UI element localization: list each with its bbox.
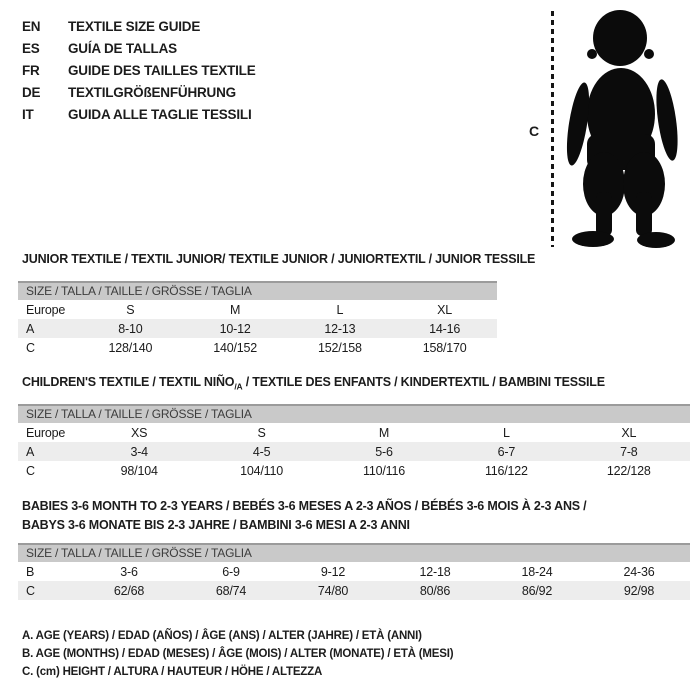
row-label: A	[26, 321, 35, 336]
language-code: EN	[22, 19, 41, 34]
cell: 8-10	[118, 321, 143, 336]
cell: 5-6	[375, 444, 393, 459]
language-row	[22, 104, 256, 126]
cell: 3-4	[130, 444, 148, 459]
language-code: FR	[22, 63, 40, 78]
language-label: TEXTILE SIZE GUIDE	[68, 19, 201, 34]
language-title-list	[22, 16, 256, 126]
row-label: C	[26, 463, 35, 478]
language-label: GUIDE DES TAILLES TEXTILE	[68, 63, 256, 78]
row-label: C	[26, 340, 35, 355]
table-row-age	[18, 319, 497, 338]
height-measure-label-c: C	[529, 123, 540, 139]
cell: 3-6	[120, 564, 138, 579]
size-header-bar: SIZE / TALLA / TAILLE / GRÖSSE / TAGLIA	[18, 404, 690, 423]
footnotes	[22, 627, 453, 681]
cell: 104/110	[240, 463, 284, 478]
cell: 140/152	[213, 340, 258, 355]
cell: L	[336, 302, 344, 317]
cell: 116/122	[484, 463, 528, 478]
cell: 14-16	[429, 321, 461, 336]
junior-section-title: JUNIOR TEXTILE / TEXTIL JUNIOR/ TEXTILE JUNIOR / JUNIORTEXTIL / JUNIOR TESSILE	[22, 252, 536, 266]
cell: 152/158	[317, 340, 362, 355]
cell: 74/80	[317, 583, 349, 598]
children-size-table	[18, 404, 690, 480]
cell: 86/92	[521, 583, 553, 598]
language-code: ES	[22, 41, 40, 56]
cell: 128/140	[108, 340, 153, 355]
cell: 6-7	[497, 444, 516, 459]
cell: L	[503, 425, 510, 440]
language-label: GUIDA ALLE TAGLIE TESSILI	[68, 107, 252, 122]
cell: 12-18	[419, 564, 451, 579]
language-row	[22, 60, 256, 82]
cell: XL	[621, 425, 637, 440]
cell: M	[230, 302, 241, 317]
cell: 110/116	[363, 463, 405, 478]
cell: 158/170	[422, 340, 467, 355]
row-label: A	[26, 444, 35, 459]
children-title-sub: /A	[234, 381, 243, 392]
cell: XS	[131, 425, 148, 440]
table-row-height	[18, 461, 690, 480]
language-row	[22, 16, 256, 38]
cell: M	[378, 425, 390, 440]
cell: S	[126, 302, 135, 317]
footnote-b: B. AGE (MONTHS) / EDAD (MESES) / ÂGE (MOIS) / ALTER (MONATE) / ETÀ (MESI)	[22, 648, 454, 660]
junior-size-table	[18, 281, 497, 357]
cell: 9-12	[320, 564, 346, 579]
cell: 18-24	[521, 564, 553, 579]
language-row	[22, 82, 256, 104]
table-row-height	[18, 338, 497, 357]
language-label: GUÍA DE TALLAS	[68, 41, 177, 56]
cell: 10-12	[219, 321, 251, 336]
row-label: Europe	[26, 425, 66, 440]
cell: S	[257, 425, 266, 440]
cell: 6-9	[222, 564, 240, 579]
cell: 4-5	[252, 444, 271, 459]
table-row-age-months	[18, 562, 690, 581]
language-code: DE	[22, 85, 41, 100]
row-label: Europe	[26, 302, 66, 317]
size-header-bar: SIZE / TALLA / TAILLE / GRÖSSE / TAGLIA	[18, 543, 690, 562]
language-row	[22, 38, 256, 60]
babies-title-line-1: BABIES 3-6 MONTH TO 2-3 YEARS / BEBÉS 3-6 MESES A 2-3 AÑOS / BÉBÉS 3-6 MOIS À 2-3 ANS /	[22, 499, 587, 513]
footnote-c: C. (cm) HEIGHT / ALTURA / HAUTEUR / HÖHE / ALTEZZA	[22, 666, 323, 678]
table-row-age	[18, 442, 690, 461]
cell: 24-36	[623, 564, 655, 579]
row-label: B	[26, 564, 35, 579]
children-section-title	[22, 373, 605, 397]
cell: 68/74	[215, 583, 247, 598]
children-title-suffix: / TEXTILE DES ENFANTS / KINDERTEXTIL / BAMBINI TESSILE	[242, 375, 605, 389]
cell: 92/98	[623, 583, 655, 598]
babies-size-table	[18, 543, 690, 600]
footnote-a: A. AGE (YEARS) / EDAD (AÑOS) / ÂGE (ANS) / ALTER (JAHRE) / ETÀ (ANNI)	[22, 630, 422, 642]
toddler-silhouette-icon	[563, 8, 691, 248]
babies-title-line-2: BABYS 3-6 MONATE BIS 2-3 JAHRE / BAMBINI 3-6 MESI A 2-3 ANNI	[22, 518, 410, 532]
language-code: IT	[22, 107, 34, 122]
cell: 122/128	[606, 463, 651, 478]
babies-section-title	[22, 497, 586, 535]
cell: XL	[437, 302, 453, 317]
size-header-bar: SIZE / TALLA / TAILLE / GRÖSSE / TAGLIA	[18, 281, 497, 300]
height-measure-dashed-line	[551, 11, 554, 247]
cell: 12-13	[324, 321, 356, 336]
cell: 7-8	[620, 444, 638, 459]
cell: 80/86	[419, 583, 451, 598]
table-row-height	[18, 581, 690, 600]
cell: 62/68	[113, 583, 145, 598]
language-label: TEXTILGRÖßENFÜHRUNG	[68, 85, 236, 100]
cell: 98/104	[120, 463, 158, 478]
table-row-europe	[18, 423, 690, 442]
table-row-europe	[18, 300, 497, 319]
row-label: C	[26, 583, 35, 598]
children-title-prefix: CHILDREN'S TEXTILE / TEXTIL NIÑO	[22, 375, 235, 389]
